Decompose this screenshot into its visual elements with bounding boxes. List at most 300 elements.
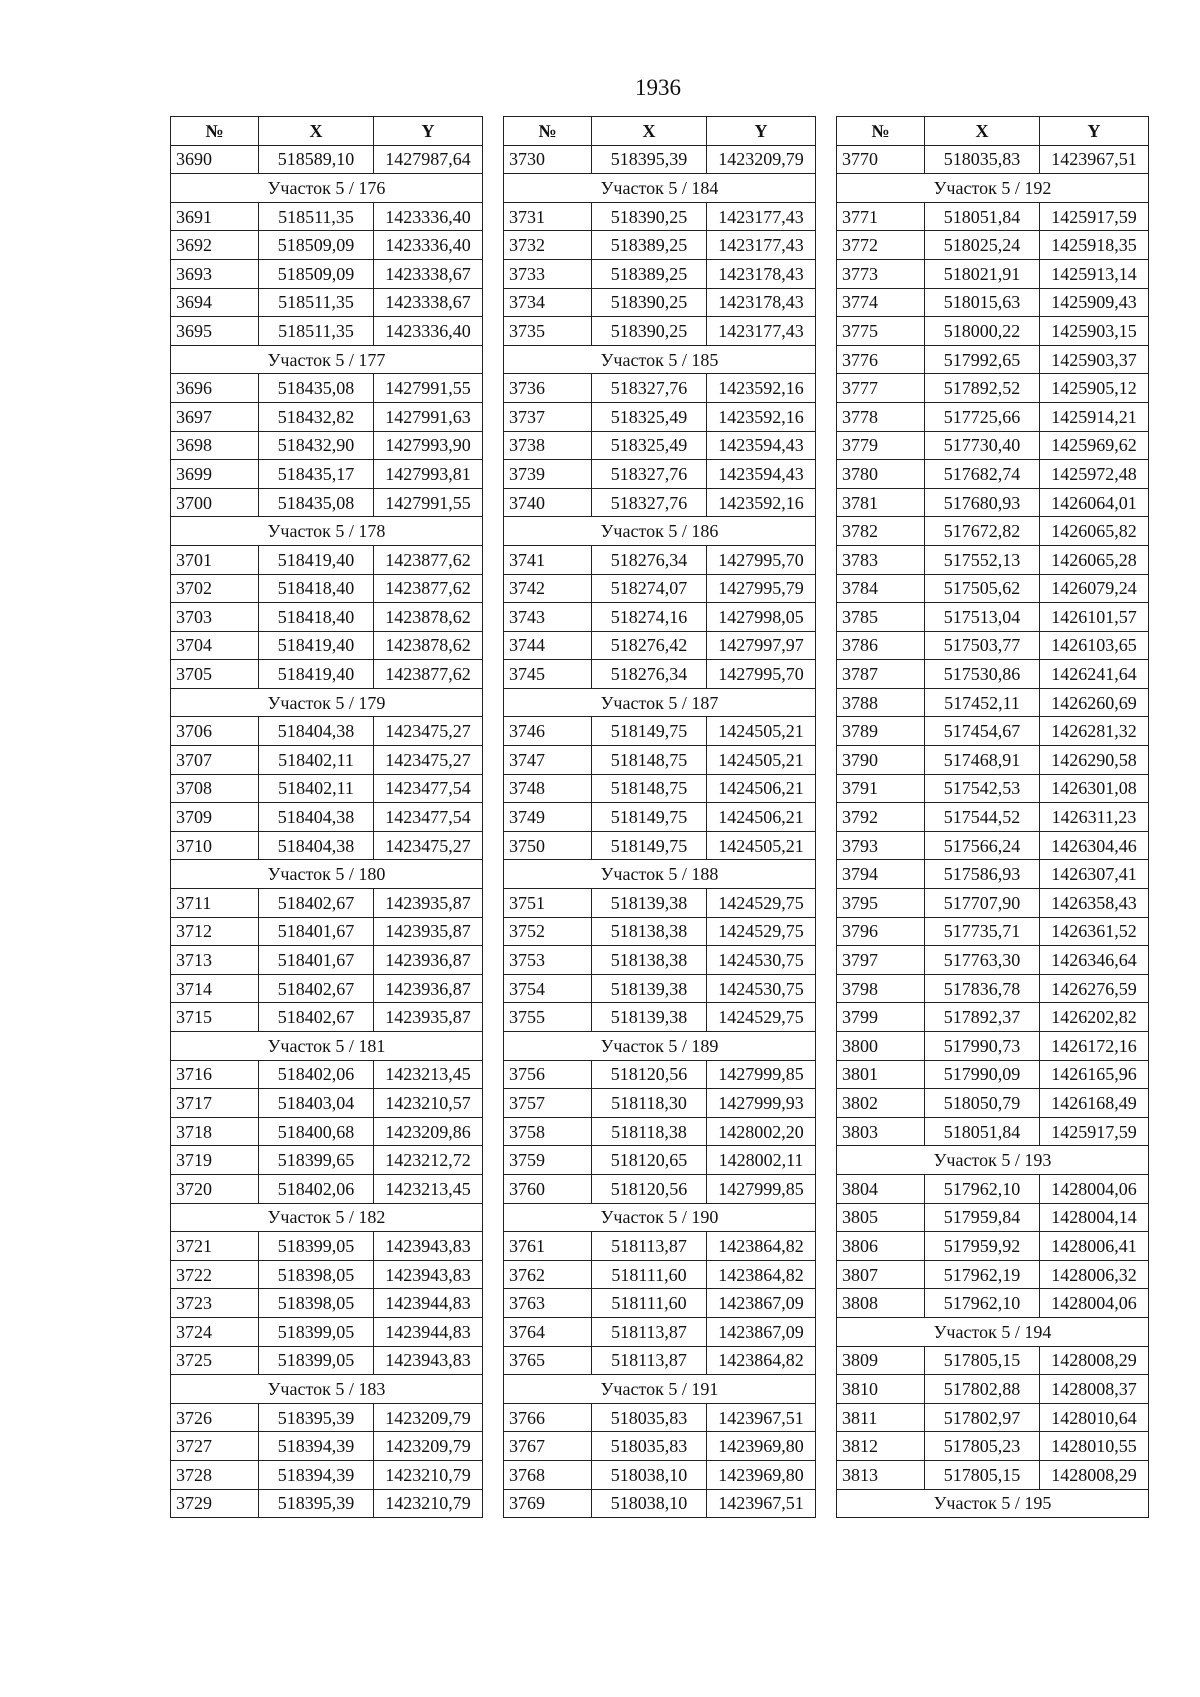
table-row: [171, 1346, 483, 1375]
table-row: [171, 231, 483, 260]
point-number: 3750: [504, 831, 592, 860]
table-row: [837, 1117, 1149, 1146]
y-coordinate: 1425917,59: [1040, 1117, 1149, 1146]
x-coordinate: 518113,87: [592, 1346, 707, 1375]
y-coordinate: 1423944,83: [374, 1289, 483, 1318]
point-number: 3763: [504, 1289, 592, 1318]
x-coordinate: 518398,05: [259, 1260, 374, 1289]
x-coordinate: 518139,38: [592, 1003, 707, 1032]
table-row: [171, 1089, 483, 1118]
table-row: [837, 374, 1149, 403]
table-row: [504, 1460, 816, 1489]
point-number: 3760: [504, 1174, 592, 1203]
x-coordinate: 518139,38: [592, 974, 707, 1003]
point-number: 3726: [171, 1403, 259, 1432]
x-coordinate: 517566,24: [925, 831, 1040, 860]
x-coordinate: 518402,11: [259, 746, 374, 775]
y-coordinate: 1428004,06: [1040, 1174, 1149, 1203]
x-coordinate: 518435,17: [259, 460, 374, 489]
y-coordinate: 1423967,51: [707, 1489, 816, 1518]
point-number: 3707: [171, 746, 259, 775]
table-row: [837, 1203, 1149, 1232]
x-coordinate: 518120,65: [592, 1146, 707, 1175]
header-x: X: [925, 117, 1040, 146]
table-row: [504, 1174, 816, 1203]
x-coordinate: 518138,38: [592, 917, 707, 946]
x-coordinate: 518435,08: [259, 374, 374, 403]
x-coordinate: 518402,06: [259, 1174, 374, 1203]
point-number: 3692: [171, 231, 259, 260]
point-number: 3733: [504, 259, 592, 288]
x-coordinate: 518118,38: [592, 1117, 707, 1146]
section-row: [171, 174, 483, 203]
x-coordinate: 518120,56: [592, 1060, 707, 1089]
point-number: 3720: [171, 1174, 259, 1203]
coordinates-table-3: [836, 116, 1149, 1518]
y-coordinate: 1423943,83: [374, 1346, 483, 1375]
table-row: [837, 889, 1149, 918]
x-coordinate: 518404,38: [259, 803, 374, 832]
x-coordinate: 518035,83: [592, 1403, 707, 1432]
y-coordinate: 1425909,43: [1040, 288, 1149, 317]
section-title: Участок 5 / 188: [504, 860, 816, 889]
table-row: [504, 431, 816, 460]
x-coordinate: 518111,60: [592, 1260, 707, 1289]
y-coordinate: 1423213,45: [374, 1060, 483, 1089]
table-row: [171, 402, 483, 431]
y-coordinate: 1426346,64: [1040, 946, 1149, 975]
table-header-row: [171, 117, 483, 146]
point-number: 3785: [837, 603, 925, 632]
x-coordinate: 518419,40: [259, 631, 374, 660]
y-coordinate: 1423336,40: [374, 231, 483, 260]
x-coordinate: 518325,49: [592, 431, 707, 460]
point-number: 3709: [171, 803, 259, 832]
y-coordinate: 1423943,83: [374, 1260, 483, 1289]
x-coordinate: 518401,67: [259, 946, 374, 975]
y-coordinate: 1423935,87: [374, 889, 483, 918]
table-row: [504, 317, 816, 346]
y-coordinate: 1424506,21: [707, 803, 816, 832]
section-row: [171, 1375, 483, 1404]
table-row: [837, 660, 1149, 689]
y-coordinate: 1427998,05: [707, 603, 816, 632]
y-coordinate: 1425903,37: [1040, 345, 1149, 374]
x-coordinate: 518325,49: [592, 402, 707, 431]
y-coordinate: 1423178,43: [707, 259, 816, 288]
y-coordinate: 1423475,27: [374, 831, 483, 860]
section-title: Участок 5 / 195: [837, 1489, 1149, 1518]
point-number: 3714: [171, 974, 259, 1003]
table-row: [504, 1232, 816, 1261]
y-coordinate: 1423936,87: [374, 946, 483, 975]
table-header-row: [504, 117, 816, 146]
y-coordinate: 1423210,79: [374, 1489, 483, 1518]
table-row: [504, 488, 816, 517]
point-number: 3711: [171, 889, 259, 918]
y-coordinate: 1423969,80: [707, 1460, 816, 1489]
point-number: 3773: [837, 259, 925, 288]
x-coordinate: 517552,13: [925, 545, 1040, 574]
table-row: [171, 946, 483, 975]
point-number: 3746: [504, 717, 592, 746]
x-coordinate: 518404,38: [259, 717, 374, 746]
x-coordinate: 517805,15: [925, 1346, 1040, 1375]
point-number: 3781: [837, 488, 925, 517]
point-number: 3745: [504, 660, 592, 689]
x-coordinate: 517892,52: [925, 374, 1040, 403]
y-coordinate: 1424530,75: [707, 974, 816, 1003]
point-number: 3748: [504, 774, 592, 803]
point-number: 3777: [837, 374, 925, 403]
x-coordinate: 518401,67: [259, 917, 374, 946]
section-title: Участок 5 / 185: [504, 345, 816, 374]
point-number: 3812: [837, 1432, 925, 1461]
section-row: [837, 174, 1149, 203]
x-coordinate: 517959,84: [925, 1203, 1040, 1232]
table-row: [504, 374, 816, 403]
table-row: [504, 1060, 816, 1089]
section-row: [504, 174, 816, 203]
table-row: [504, 460, 816, 489]
x-coordinate: 518051,84: [925, 202, 1040, 231]
point-number: 3697: [171, 402, 259, 431]
y-coordinate: 1423877,62: [374, 574, 483, 603]
y-coordinate: 1423209,79: [374, 1403, 483, 1432]
y-coordinate: 1423864,82: [707, 1232, 816, 1261]
table-row: [171, 803, 483, 832]
point-number: 3698: [171, 431, 259, 460]
y-coordinate: 1427995,70: [707, 660, 816, 689]
x-coordinate: 518399,65: [259, 1146, 374, 1175]
section-row: [837, 1489, 1149, 1518]
section-row: [171, 1203, 483, 1232]
section-row: [837, 1317, 1149, 1346]
point-number: 3728: [171, 1460, 259, 1489]
point-number: 3802: [837, 1089, 925, 1118]
coordinates-table-1: [170, 116, 483, 1518]
table-header-row: [837, 117, 1149, 146]
x-coordinate: 518149,75: [592, 717, 707, 746]
table-row: [837, 631, 1149, 660]
x-coordinate: 518403,04: [259, 1089, 374, 1118]
y-coordinate: 1424529,75: [707, 1003, 816, 1032]
x-coordinate: 518276,34: [592, 660, 707, 689]
point-number: 3732: [504, 231, 592, 260]
table-row: [837, 1289, 1149, 1318]
x-coordinate: 518390,25: [592, 288, 707, 317]
x-coordinate: 518400,68: [259, 1117, 374, 1146]
y-coordinate: 1426202,82: [1040, 1003, 1149, 1032]
point-number: 3756: [504, 1060, 592, 1089]
y-coordinate: 1423477,54: [374, 803, 483, 832]
point-number: 3708: [171, 774, 259, 803]
section-title: Участок 5 / 183: [171, 1375, 483, 1404]
table-row: [837, 460, 1149, 489]
table-row: [837, 1260, 1149, 1289]
table-row: [171, 1460, 483, 1489]
x-coordinate: 518419,40: [259, 545, 374, 574]
x-coordinate: 517503,77: [925, 631, 1040, 660]
x-coordinate: 517892,37: [925, 1003, 1040, 1032]
point-number: 3710: [171, 831, 259, 860]
section-title: Участок 5 / 194: [837, 1317, 1149, 1346]
table-row: [504, 202, 816, 231]
x-coordinate: 518402,67: [259, 974, 374, 1003]
y-coordinate: 1423336,40: [374, 317, 483, 346]
x-coordinate: 517962,10: [925, 1174, 1040, 1203]
x-coordinate: 518149,75: [592, 831, 707, 860]
table-row: [837, 317, 1149, 346]
point-number: 3700: [171, 488, 259, 517]
y-coordinate: 1427991,55: [374, 488, 483, 517]
table-row: [171, 774, 483, 803]
table-row: [837, 1232, 1149, 1261]
table-row: [504, 946, 816, 975]
table-row: [837, 603, 1149, 632]
section-title: Участок 5 / 192: [837, 174, 1149, 203]
point-number: 3706: [171, 717, 259, 746]
y-coordinate: 1423969,80: [707, 1432, 816, 1461]
point-number: 3776: [837, 345, 925, 374]
table-row: [171, 1260, 483, 1289]
table-row: [504, 288, 816, 317]
x-coordinate: 518394,39: [259, 1432, 374, 1461]
x-coordinate: 517962,19: [925, 1260, 1040, 1289]
x-coordinate: 518113,87: [592, 1232, 707, 1261]
header-num: №: [171, 117, 259, 146]
x-coordinate: 518113,87: [592, 1317, 707, 1346]
y-coordinate: 1424529,75: [707, 889, 816, 918]
x-coordinate: 518389,25: [592, 231, 707, 260]
table-row: [837, 1060, 1149, 1089]
y-coordinate: 1426065,28: [1040, 545, 1149, 574]
point-number: 3778: [837, 402, 925, 431]
point-number: 3766: [504, 1403, 592, 1432]
x-coordinate: 518149,75: [592, 803, 707, 832]
point-number: 3722: [171, 1260, 259, 1289]
y-coordinate: 1423867,09: [707, 1289, 816, 1318]
x-coordinate: 518418,40: [259, 603, 374, 632]
x-coordinate: 518138,38: [592, 946, 707, 975]
x-coordinate: 518051,84: [925, 1117, 1040, 1146]
table-row: [504, 545, 816, 574]
x-coordinate: 518395,39: [592, 145, 707, 174]
table-row: [171, 1146, 483, 1175]
x-coordinate: 518511,35: [259, 317, 374, 346]
table-row: [837, 517, 1149, 546]
table-row: [504, 917, 816, 946]
y-coordinate: 1427991,63: [374, 402, 483, 431]
table-row: [504, 746, 816, 775]
section-title: Участок 5 / 184: [504, 174, 816, 203]
y-coordinate: 1426165,96: [1040, 1060, 1149, 1089]
y-coordinate: 1426101,57: [1040, 603, 1149, 632]
table-row: [171, 974, 483, 1003]
section-title: Участок 5 / 180: [171, 860, 483, 889]
y-coordinate: 1423475,27: [374, 746, 483, 775]
table-row: [171, 202, 483, 231]
y-coordinate: 1423935,87: [374, 917, 483, 946]
y-coordinate: 1427999,85: [707, 1174, 816, 1203]
point-number: 3801: [837, 1060, 925, 1089]
table-row: [504, 660, 816, 689]
table-row: [171, 1003, 483, 1032]
table-row: [504, 145, 816, 174]
point-number: 3742: [504, 574, 592, 603]
table-row: [837, 431, 1149, 460]
x-coordinate: 518509,09: [259, 231, 374, 260]
y-coordinate: 1423944,83: [374, 1317, 483, 1346]
section-row: [504, 345, 816, 374]
y-coordinate: 1428010,55: [1040, 1432, 1149, 1461]
x-coordinate: 518327,76: [592, 488, 707, 517]
x-coordinate: 518402,67: [259, 889, 374, 918]
table-row: [837, 1003, 1149, 1032]
y-coordinate: 1427991,55: [374, 374, 483, 403]
y-coordinate: 1423878,62: [374, 631, 483, 660]
table-row: [837, 259, 1149, 288]
x-coordinate: 518327,76: [592, 460, 707, 489]
table-row: [504, 1317, 816, 1346]
header-x: X: [259, 117, 374, 146]
table-row: [171, 431, 483, 460]
x-coordinate: 518589,10: [259, 145, 374, 174]
table-row: [171, 460, 483, 489]
table-row: [837, 1403, 1149, 1432]
x-coordinate: 518276,42: [592, 631, 707, 660]
point-number: 3701: [171, 545, 259, 574]
table-row: [837, 803, 1149, 832]
section-row: [504, 517, 816, 546]
x-coordinate: 517730,40: [925, 431, 1040, 460]
table-row: [504, 889, 816, 918]
y-coordinate: 1426241,64: [1040, 660, 1149, 689]
table-row: [837, 288, 1149, 317]
y-coordinate: 1426290,58: [1040, 746, 1149, 775]
point-number: 3749: [504, 803, 592, 832]
y-coordinate: 1423210,79: [374, 1460, 483, 1489]
x-coordinate: 518418,40: [259, 574, 374, 603]
x-coordinate: 518389,25: [592, 259, 707, 288]
header-y: Y: [1040, 117, 1149, 146]
point-number: 3753: [504, 946, 592, 975]
y-coordinate: 1426172,16: [1040, 1032, 1149, 1061]
table-row: [504, 803, 816, 832]
table-row: [171, 1289, 483, 1318]
section-title: Участок 5 / 189: [504, 1032, 816, 1061]
x-coordinate: 518050,79: [925, 1089, 1040, 1118]
section-title: Участок 5 / 177: [171, 345, 483, 374]
table-row: [504, 831, 816, 860]
point-number: 3764: [504, 1317, 592, 1346]
table-row: [171, 1117, 483, 1146]
coordinates-table-2: [503, 116, 816, 1518]
y-coordinate: 1423592,16: [707, 402, 816, 431]
section-row: [504, 1032, 816, 1061]
point-number: 3729: [171, 1489, 259, 1518]
x-coordinate: 517672,82: [925, 517, 1040, 546]
x-coordinate: 518390,25: [592, 317, 707, 346]
point-number: 3787: [837, 660, 925, 689]
table-row: [171, 1432, 483, 1461]
x-coordinate: 518402,67: [259, 1003, 374, 1032]
table-row: [171, 374, 483, 403]
y-coordinate: 1423336,40: [374, 202, 483, 231]
table-row: [837, 1089, 1149, 1118]
table-row: [171, 660, 483, 689]
y-coordinate: 1423177,43: [707, 231, 816, 260]
y-coordinate: 1427993,90: [374, 431, 483, 460]
point-number: 3759: [504, 1146, 592, 1175]
x-coordinate: 517802,88: [925, 1375, 1040, 1404]
x-coordinate: 518419,40: [259, 660, 374, 689]
table-row: [504, 717, 816, 746]
y-coordinate: 1426103,65: [1040, 631, 1149, 660]
table-row: [504, 259, 816, 288]
y-coordinate: 1428008,37: [1040, 1375, 1149, 1404]
point-number: 3768: [504, 1460, 592, 1489]
y-coordinate: 1426304,46: [1040, 831, 1149, 860]
x-coordinate: 517959,92: [925, 1232, 1040, 1261]
section-title: Участок 5 / 186: [504, 517, 816, 546]
y-coordinate: 1428002,20: [707, 1117, 816, 1146]
section-title: Участок 5 / 176: [171, 174, 483, 203]
y-coordinate: 1426358,43: [1040, 889, 1149, 918]
table-row: [837, 1375, 1149, 1404]
header-y: Y: [707, 117, 816, 146]
table-row: [837, 345, 1149, 374]
x-coordinate: 518038,10: [592, 1460, 707, 1489]
y-coordinate: 1425969,62: [1040, 431, 1149, 460]
x-coordinate: 517990,09: [925, 1060, 1040, 1089]
point-number: 3727: [171, 1432, 259, 1461]
table-row: [504, 231, 816, 260]
y-coordinate: 1426064,01: [1040, 488, 1149, 517]
point-number: 3695: [171, 317, 259, 346]
x-coordinate: 518395,39: [259, 1489, 374, 1518]
header-y: Y: [374, 117, 483, 146]
y-coordinate: 1424529,75: [707, 917, 816, 946]
y-coordinate: 1423477,54: [374, 774, 483, 803]
y-coordinate: 1428006,32: [1040, 1260, 1149, 1289]
x-coordinate: 518035,83: [925, 145, 1040, 174]
x-coordinate: 518025,24: [925, 231, 1040, 260]
y-coordinate: 1423209,79: [707, 145, 816, 174]
section-title: Участок 5 / 179: [171, 688, 483, 717]
point-number: 3800: [837, 1032, 925, 1061]
y-coordinate: 1423967,51: [707, 1403, 816, 1432]
table-row: [171, 717, 483, 746]
x-coordinate: 517962,10: [925, 1289, 1040, 1318]
y-coordinate: 1425972,48: [1040, 460, 1149, 489]
x-coordinate: 517505,62: [925, 574, 1040, 603]
x-coordinate: 518509,09: [259, 259, 374, 288]
x-coordinate: 517542,53: [925, 774, 1040, 803]
table-row: [504, 1489, 816, 1518]
table-row: [504, 1146, 816, 1175]
section-title: Участок 5 / 178: [171, 517, 483, 546]
table-row: [837, 860, 1149, 889]
table-row: [837, 774, 1149, 803]
table-row: [837, 1346, 1149, 1375]
point-number: 3780: [837, 460, 925, 489]
x-coordinate: 518274,16: [592, 603, 707, 632]
point-number: 3693: [171, 259, 259, 288]
table-row: [504, 774, 816, 803]
x-coordinate: 518399,05: [259, 1346, 374, 1375]
x-coordinate: 518435,08: [259, 488, 374, 517]
